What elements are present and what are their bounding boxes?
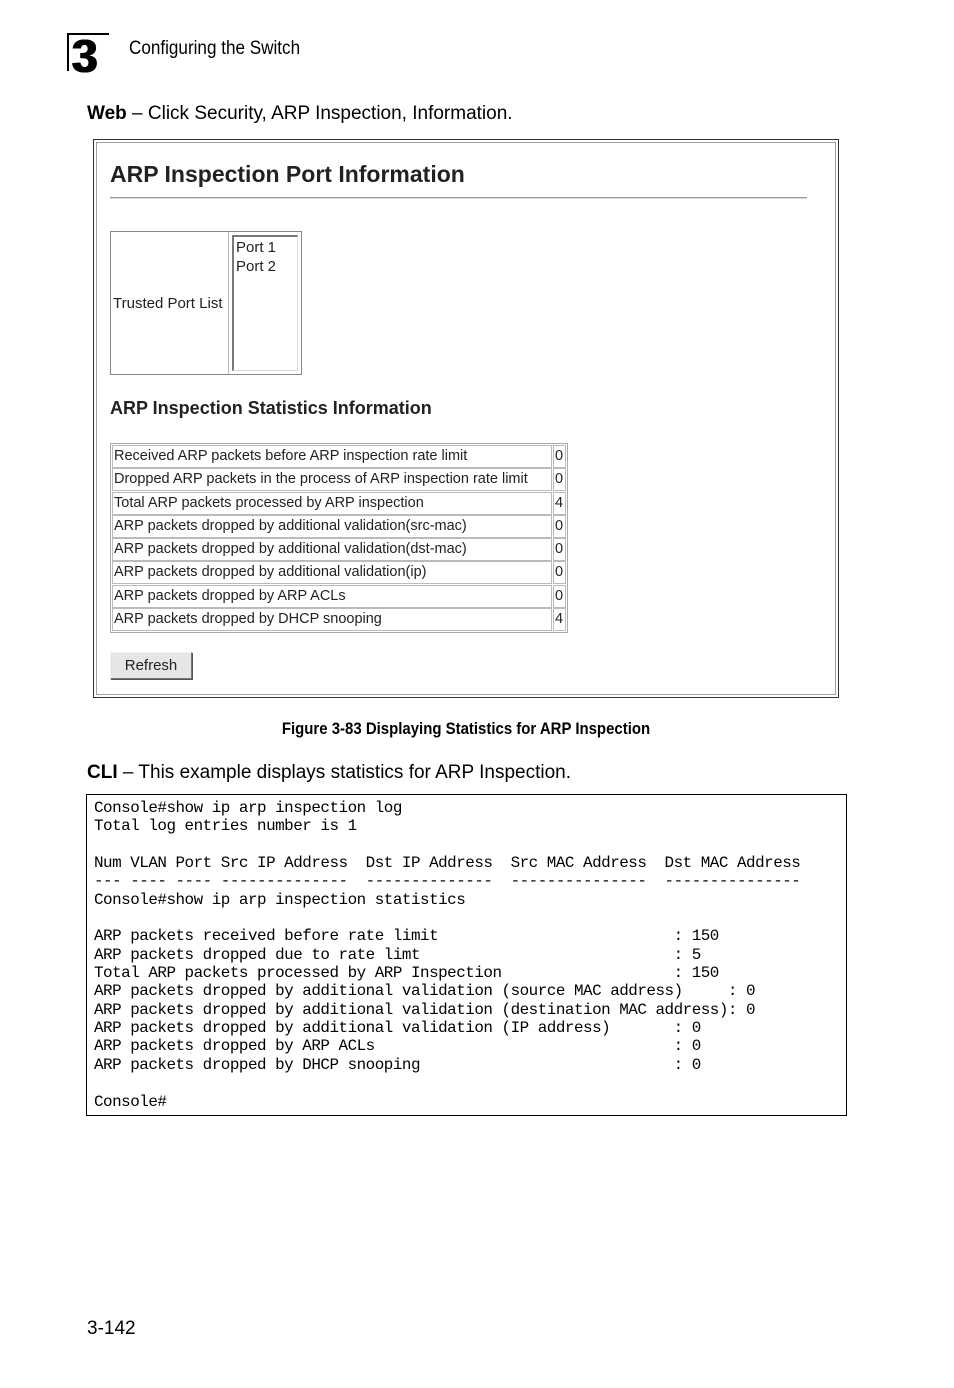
cli-instruction-text: – This example displays statistics for ARP Inspection. <box>117 762 572 783</box>
cli-line: ARP packets received before rate limit : 150 <box>94 927 719 946</box>
stats-label: Total ARP packets processed by ARP inspection <box>112 492 552 515</box>
cli-instruction-prefix: CLI <box>87 762 118 783</box>
web-instruction-text: – Click Security, ARP Inspection, Information. <box>126 103 513 124</box>
running-title: Configuring the Switch <box>129 38 301 59</box>
stats-value: 0 <box>553 585 566 608</box>
cli-line: ARP packets dropped by ARP ACLs : 0 <box>94 1037 701 1056</box>
chapter-number-badge <box>67 30 109 82</box>
stats-label: ARP packets dropped by additional validation(dst-mac) <box>112 538 552 561</box>
stats-row <box>112 515 566 538</box>
stats-row <box>112 561 566 584</box>
cli-line: ARP packets dropped due to rate limt : 5 <box>94 945 701 964</box>
stats-row <box>112 538 566 561</box>
trusted-port-panel <box>110 231 302 375</box>
cli-line: Console#show ip arp inspection statistics <box>94 890 466 909</box>
stats-row <box>112 585 566 608</box>
stats-label: Dropped ARP packets in the process of ARP inspection rate limit <box>112 468 552 491</box>
stats-value: 4 <box>553 492 566 515</box>
chapter-number: 3 <box>72 30 98 82</box>
trusted-port-option[interactable]: Port 2 <box>236 258 277 275</box>
trusted-port-option[interactable]: Port 1 <box>236 239 277 256</box>
stats-label: ARP packets dropped by additional validation(src-mac) <box>112 515 552 538</box>
web-ui-screenshot <box>93 139 839 698</box>
figure-caption: Figure 3-83 Displaying Statistics for ARP Inspection <box>281 719 651 738</box>
stats-value: 0 <box>553 538 566 561</box>
trusted-port-list-label: Trusted Port List <box>111 232 229 374</box>
stats-table <box>110 443 568 633</box>
trusted-port-list-cell <box>229 232 301 374</box>
cli-output <box>94 799 846 1111</box>
stats-row <box>112 608 566 631</box>
refresh-button[interactable]: Refresh <box>110 652 192 679</box>
stats-section-title: ARP Inspection Statistics Information <box>110 398 432 418</box>
cli-line <box>94 1074 846 1092</box>
cli-line <box>94 909 846 927</box>
stats-label: ARP packets dropped by DHCP snooping <box>112 608 552 631</box>
cli-line: Console#show ip arp inspection log <box>94 799 402 817</box>
stats-row <box>112 468 566 491</box>
stats-value: 4 <box>553 608 566 631</box>
stats-value: 0 <box>553 468 566 491</box>
cli-line: ARP packets dropped by additional validation (destination MAC address): 0 <box>94 1000 756 1019</box>
stats-value: 0 <box>553 515 566 538</box>
stats-row <box>112 445 566 468</box>
page-number: 3-142 <box>87 1318 136 1339</box>
stats-value: 0 <box>553 561 566 584</box>
cli-line: ARP packets dropped by DHCP snooping : 0 <box>94 1055 701 1074</box>
web-ui-frame <box>96 142 836 695</box>
title-divider <box>110 197 807 199</box>
web-page-title: ARP Inspection Port Information <box>110 161 465 187</box>
web-instruction <box>87 103 513 125</box>
cli-line: ARP packets dropped by additional validation (source MAC address) : 0 <box>94 982 756 1001</box>
cli-line: Total log entries number is 1 <box>94 817 357 836</box>
stats-label: ARP packets dropped by additional validation(ip) <box>112 561 552 584</box>
stats-label: Received ARP packets before ARP inspection rate limit <box>112 445 552 468</box>
web-instruction-prefix: Web <box>87 103 127 124</box>
cli-line: ARP packets dropped by additional validation (IP address) : 0 <box>94 1019 701 1038</box>
trusted-port-listbox[interactable] <box>232 235 298 371</box>
cli-line: Console# <box>94 1092 167 1111</box>
stats-value: 0 <box>553 445 566 468</box>
stats-row <box>112 492 566 515</box>
stats-label: ARP packets dropped by ARP ACLs <box>112 585 552 608</box>
cli-line: --- ---- ---- -------------- -------------- --------------- --------------- <box>94 872 801 891</box>
cli-line <box>94 836 846 854</box>
cli-line: Total ARP packets processed by ARP Inspection : 150 <box>94 964 719 983</box>
cli-instruction <box>87 762 571 784</box>
cli-line: Num VLAN Port Src IP Address Dst IP Address Src MAC Address Dst MAC Address <box>94 854 801 873</box>
cli-example-box <box>86 794 847 1116</box>
